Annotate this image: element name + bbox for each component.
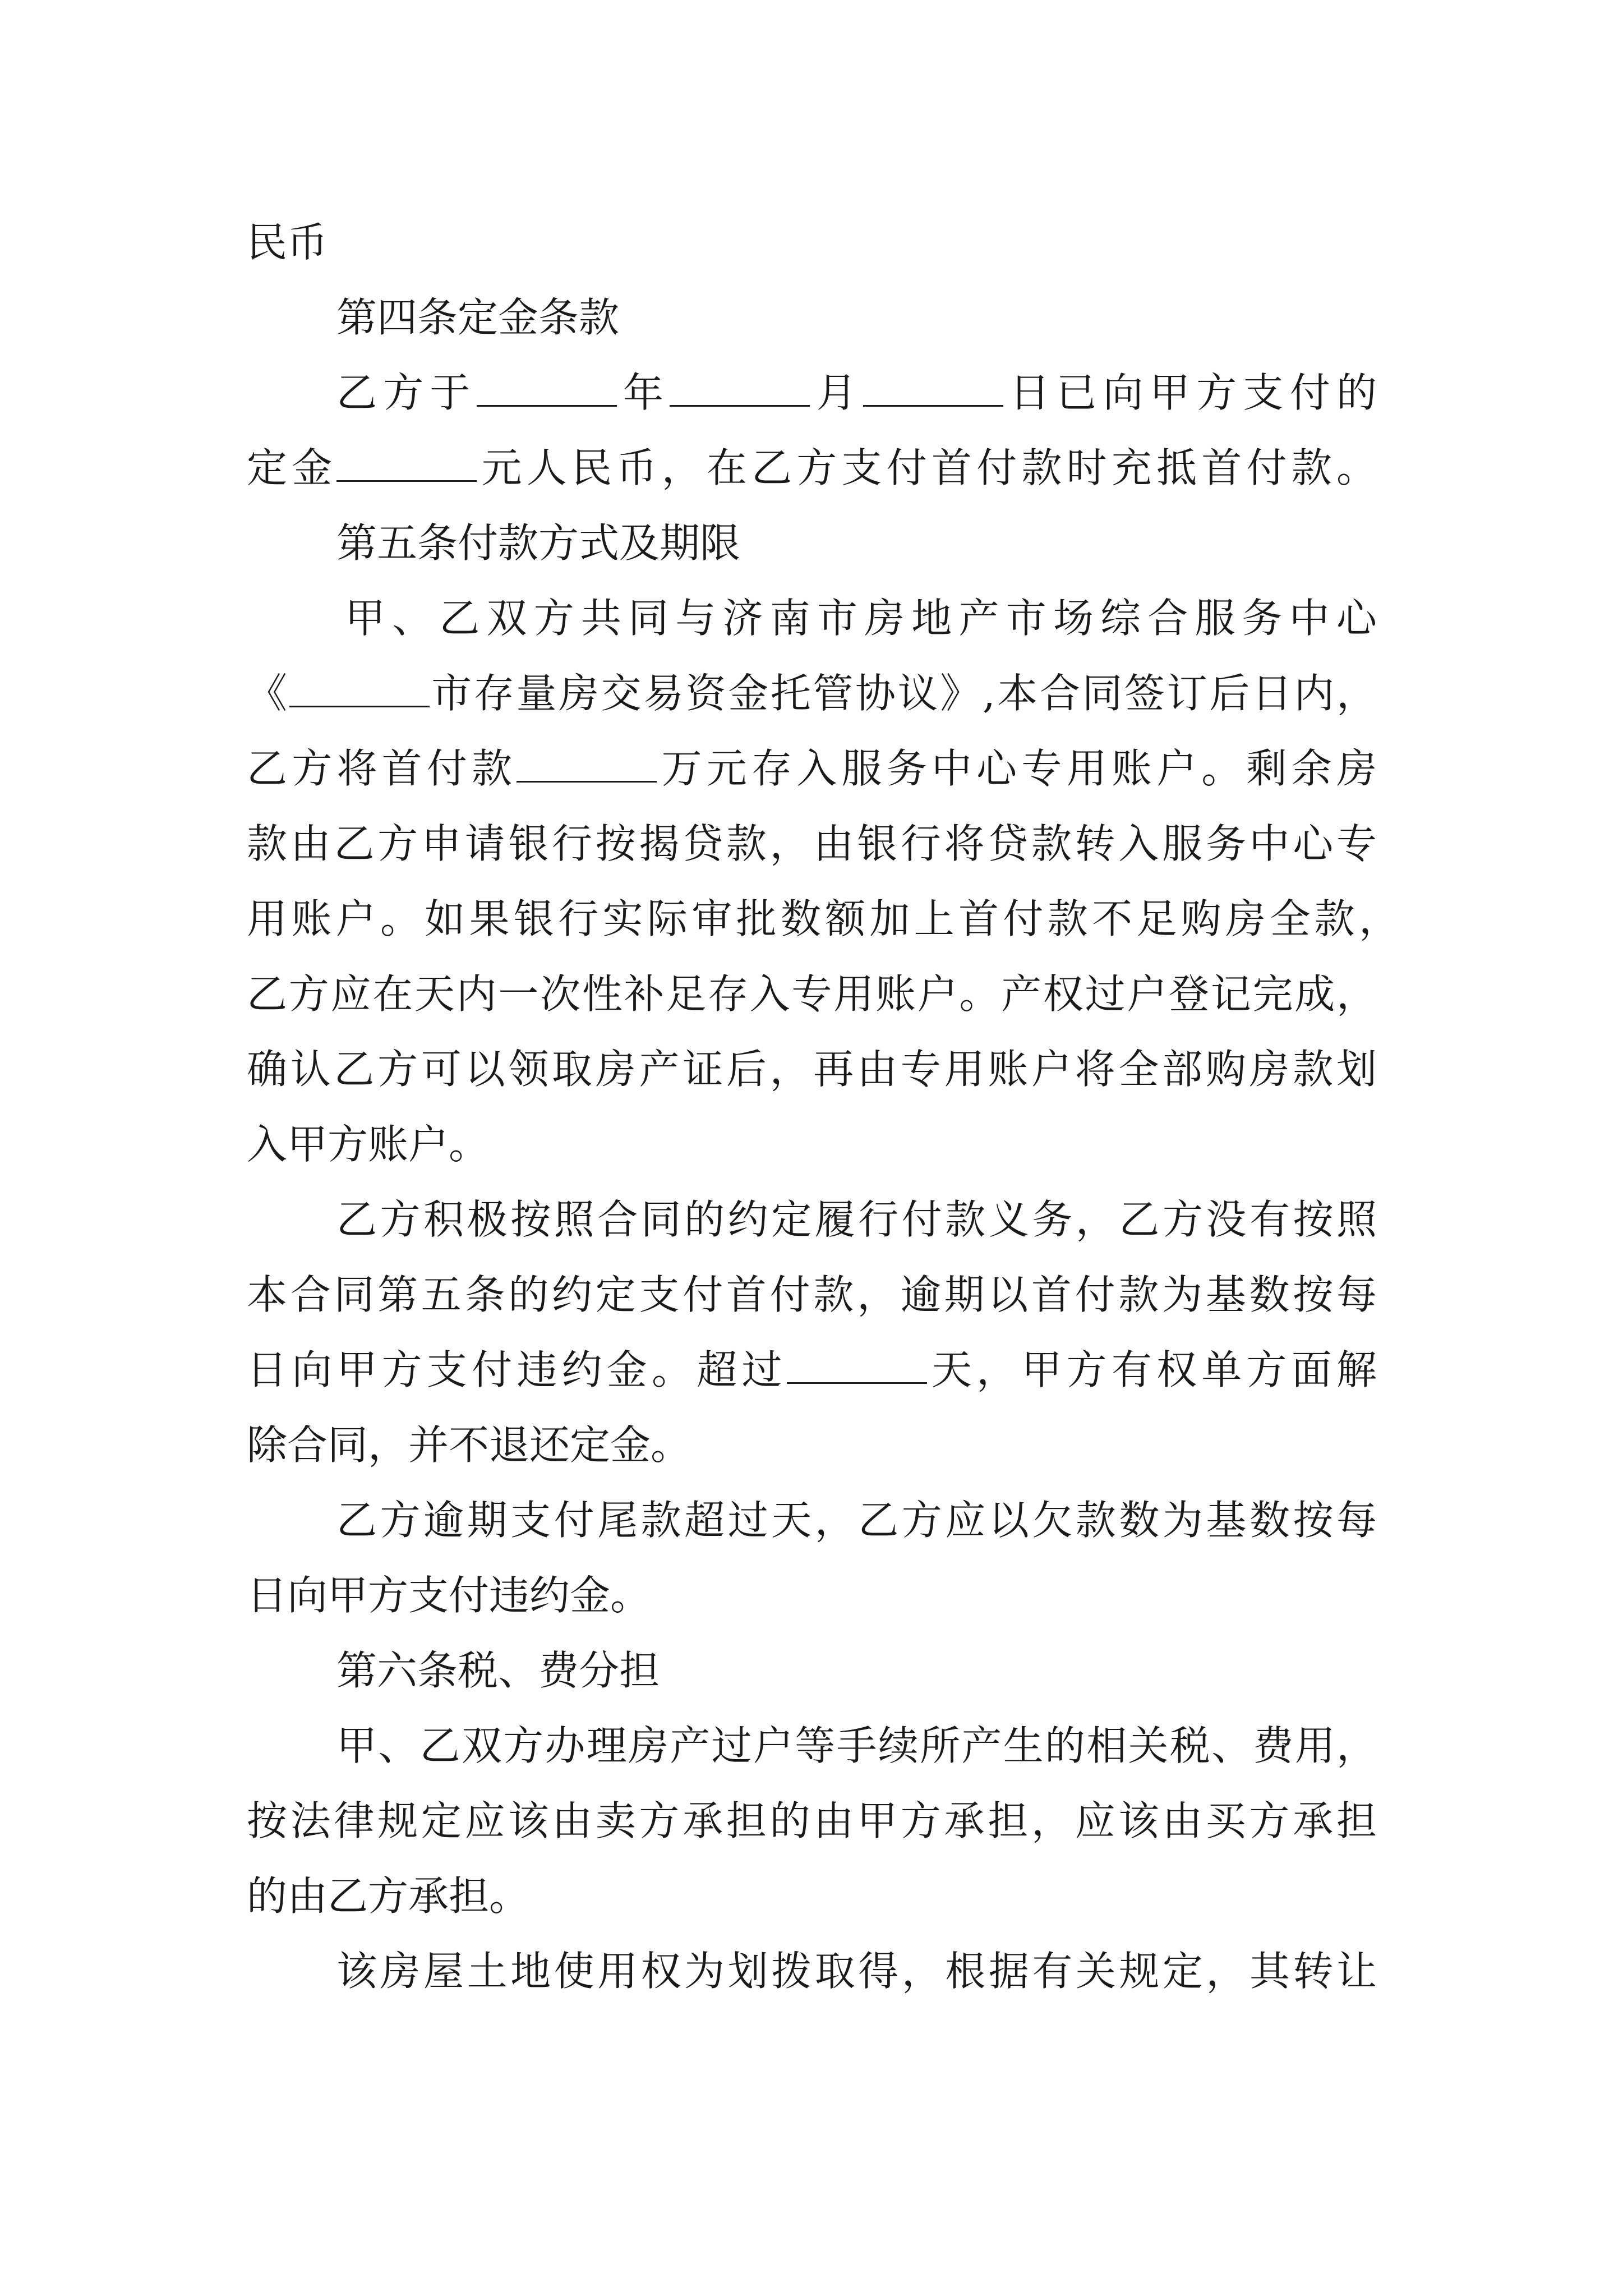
text-line: 甲、乙双方共同与济南市房地产市场综合服务中心 (345, 595, 1377, 642)
text-line: 用账户。如果银行实际审批数额加上首付款不足购房全款， (247, 895, 1399, 942)
text-line: 乙方应在天内一次性补足存入专用账户。产权过户登记完成， (247, 970, 1377, 1018)
text-line: 定金 元人民币，在乙方支付首付款时充抵首付款。 (247, 444, 1377, 491)
blank-field-agreement (289, 673, 430, 707)
blank-field-deposit (336, 448, 477, 482)
section-heading-article-4: 第四条定金条款 (336, 294, 620, 341)
blank-field-day (863, 372, 1003, 407)
text-line: 日向甲方支付违约金。超过 天，甲方有权单方面解 (247, 1346, 1377, 1393)
blank-field-month (670, 372, 810, 407)
text-line: 本合同第五条的约定支付首付款，逾期以首付款为基数按每 (247, 1271, 1377, 1318)
text-line: 除合同，并不退还定金。 (247, 1421, 691, 1469)
text-line: 确认乙方可以领取房产证后，再由专用账户将全部购房款划 (247, 1046, 1377, 1093)
text-line: 《 市存量房交易资金托管协议》,本合同签订后日内， (247, 670, 1377, 717)
text-line: 乙方逾期支付尾款超过天，乙方应以欠款数为基数按每 (336, 1497, 1377, 1544)
blank-field-down-payment (517, 748, 657, 783)
text-line: 乙方于 年 月 日已向甲方支付的 (336, 369, 1377, 416)
section-heading-article-6: 第六条税、费分担 (336, 1647, 660, 1694)
blank-field-days (787, 1350, 927, 1384)
text-line: 入甲方账户。 (247, 1121, 490, 1168)
section-heading-article-5: 第五条付款方式及期限 (336, 519, 741, 567)
text-line: 民币 (247, 219, 328, 266)
text-line: 乙方积极按照合同的约定履行付款义务，乙方没有按照 (336, 1196, 1377, 1243)
text-line: 甲、乙双方办理房产过户等手续所产生的相关税、费用， (336, 1722, 1377, 1769)
text-line: 日向甲方支付违约金。 (247, 1572, 651, 1619)
text-line: 款由乙方申请银行按揭贷款，由银行将贷款转入服务中心专 (247, 820, 1377, 867)
blank-field-year (477, 372, 617, 407)
text-line: 的由乙方承担。 (247, 1872, 530, 1920)
text-line: 按法律规定应该由卖方承担的由甲方承担，应该由买方承担 (247, 1797, 1377, 1844)
text-line: 乙方将首付款 万元存入服务中心专用账户。剩余房 (247, 745, 1377, 792)
text-line: 该房屋土地使用权为划拨取得，根据有关规定，其转让 (336, 1948, 1377, 1995)
